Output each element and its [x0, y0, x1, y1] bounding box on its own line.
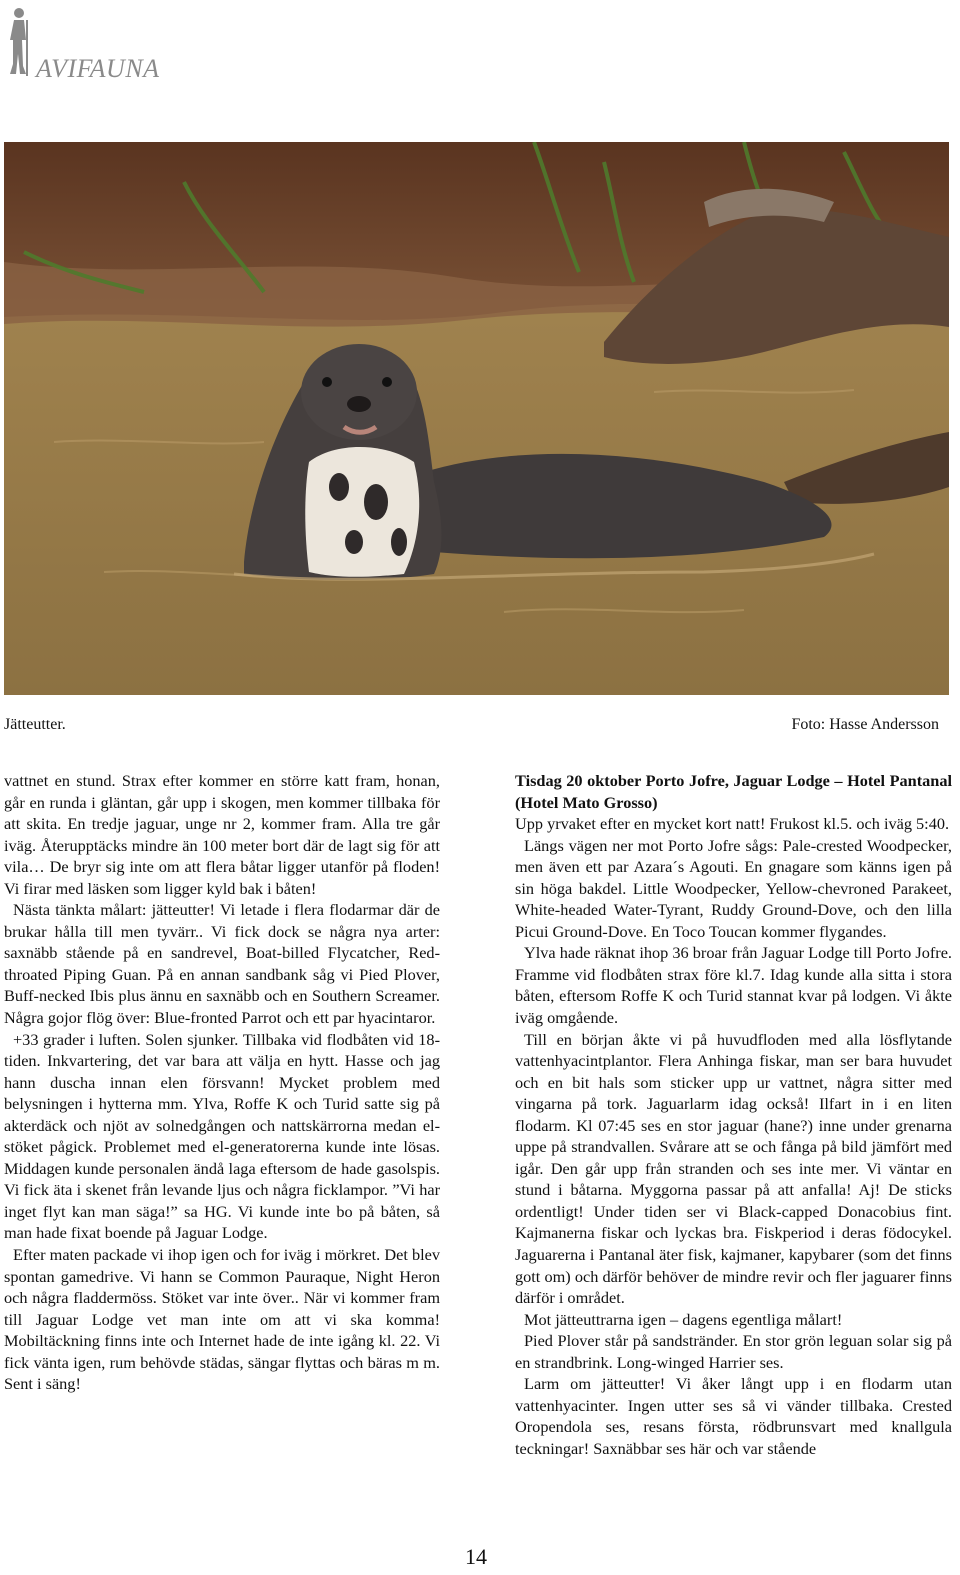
paragraph: Efter maten packade vi ihop igen och for iväg i mörkret. Det blev spontan gamedrive. Vi hann se Common Pauraque, Night Heron och några fladdermöss. Stöket var inte över.. När vi kommer fram till Jaguar Lodge vet man inte om att vi ska komma! Mobiltäckning finns inte och Internet hade de inte igång kl. 22. Vi fick vänta igen, rum behövde städas, sängar flyttas och bäras m m. Sent i säng! — [4, 1245, 440, 1394]
paragraph: +33 grader i luften. Solen sjunker. Tillbaka vid flodbåten vid 18-tiden. Inkvartering, det var bara att välja en hytt. Hasse och jag hann duscha innan elen försvann! Mycket problem med belysningen i hytterna mm. Ylva, Roffe K och Turid satte sig på akterdäck och njöt av solnedgången och nattskärrorna medan el-stöket pågick. Problemet med el-generatorerna kunde inte lösas. Middagen kunde personalen ändå laga eftersom de hade gasolspis. Vi fick äta i skenet från levande ljus och några ficklampor. ”Vi har inget flyt kan man säga!” sa HG. Vi kunde inte bo på båten, så man hade fixat boende på Jaguar Lodge. — [4, 1029, 440, 1243]
day-heading: Tisdag 20 oktober Porto Jofre, Jaguar Lodge – Hotel Pantanal (Hotel Mato Grosso) — [515, 771, 952, 812]
photo-caption: Jätteutter. — [4, 716, 66, 733]
paragraph: Nästa tänkta målart: jätteutter! Vi letade i flera flodarmar där de brukar hålla till men tyvärr.. Vi fick dock se några nya arter: saxnäbb stående på en sandrevel, Boat-billed Flycatcher, Red-throated Piping Guan. På en annan sandbank såg vi Pied Plover, Buff-necked Ibis plus ännu en saxnäbb och en Southern Screamer. Några gojor flög över: Blue-fronted Parrot och ett par hyacintaror. — [4, 900, 440, 1028]
paragraph: Upp yrvaket efter en mycket kort natt! Frukost kl.5. och iväg 5:40. — [515, 814, 950, 834]
hiker-silhouette-icon — [4, 6, 34, 78]
paragraph: Längs vägen ner mot Porto Jofre sågs: Pale-crested Woodpecker, men även ett par Azara´s Agouti. En gnagare som känns igen på sin höga bakdel. Little Woodpecker, Yellow-chevroned Parakeet, White-headed Water-Tyrant, Ruddy Ground-Dove, och den lilla Picui Ground-Dove. En Toco Toucan kommer flygandes. — [515, 835, 952, 941]
avifauna-logo — [4, 6, 184, 83]
paragraph: Ylva hade räknat ihop 36 broar från Jaguar Lodge till Porto Jofre. Framme vid flodbåten strax före kl.7. Idag kunde alla sitta i stora båten, eftersom Roffe K och Turid stannat kvar på lodgen. Vi åkte iväg omgående. — [515, 943, 952, 1028]
paragraph: vattnet en stund. Strax efter kommer en större katt fram, honan, går en runda i gläntan, går upp i skogen, men kommer tillbaka för att skita. En tredje jaguar, unge nr 2, kommer fram. Alla tre går iväg. Återupptäcks mindre än 100 meter bort där de lagt sig för att vila… De bryr sig inte om att flera båtar ligger utanför på floden! Vi firar med läsken som ligger kyld bak i båten! — [4, 771, 440, 898]
photo-credit: Foto: Hasse Andersson — [791, 716, 939, 733]
paragraph: Till en början åkte vi på huvudfloden med alla lösflytande vattenhyacintplantor. Flera Anhinga fiskar, man ser bara huvudet och en bit hals som sticker upp ur vattnet, några sitter med vingarna på tork. Jaguarlarm idag också! Ilfart in i en liten flodarm. Kl 07:45 ses en stor jaguar (hane?) inne under grenarna uppe på strandvallen. Svårare att se och fånga på bild jämfört med igår. Den går upp från stranden och ses inte mer. Vi väntar en stund i båtarna. Myggorna passar på att anfalla! Aj! De sticks ordentligt! Under tiden ser vi Black-capped Donacobius fint. Kajmanerna fiskar och lyckas bra. Fiskperiod i deras födocykel. Jaguarerna i Pantanal äter fisk, kajmaner, kapybarer (som det finns gott om) och därför behöver de mindre revir och fler jaguarer finns därför i området. — [515, 1029, 952, 1308]
otter-photo — [4, 142, 949, 695]
page-number: 14 — [465, 1544, 487, 1569]
paragraph: Pied Plover står på sandstränder. En stor grön leguan solar sig på en strandbrink. Long-winged Harrier ses. — [515, 1331, 952, 1372]
paragraph: Mot jätteuttrarna igen – dagens egentliga målart! — [524, 1309, 843, 1329]
logo-text: AVIFAUNA — [36, 54, 160, 83]
paragraph: Larm om jätteutter! Vi åker långt upp i en flodarm utan vattenhyacinter. Ingen utter ses så vi vänder tillbaka. Crested Oropendola ses, resans första, rödbrunsvart med knallgula teckningar! Saxnäbbar ses här och var stående — [515, 1374, 952, 1458]
right-column — [515, 770, 952, 1460]
left-column — [4, 770, 440, 1395]
